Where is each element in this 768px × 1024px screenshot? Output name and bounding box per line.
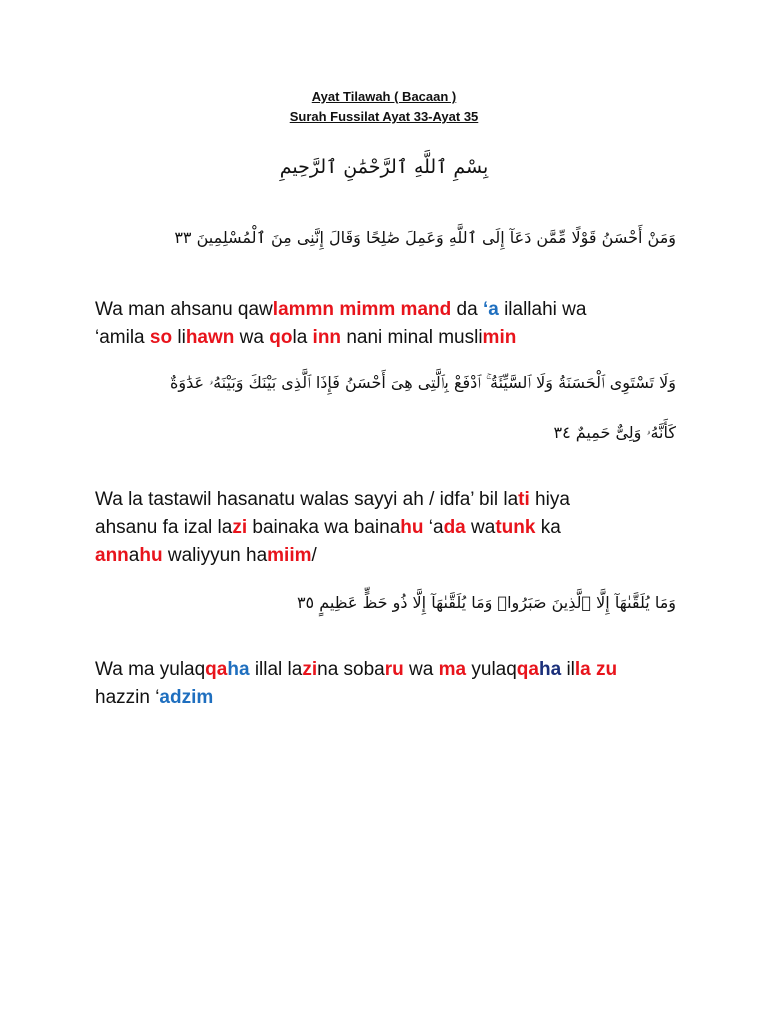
ayah-34-arabic-line-1: وَلَا تَسْتَوِى ٱلْحَسَنَةُ وَلَا ٱلسَّيِّئَةُ ۚ ٱدْفَعْ بِٱلَّتِى هِىَ أَحْسَنُ فَإِذَا ٱلَّذِى بَيْنَكَ وَبَيْنَهُۥ عَدَٰوَةٌ [169, 373, 676, 392]
transliteration-segment: tunk [495, 517, 536, 538]
transliteration-line [95, 656, 685, 684]
transliteration-segment: hu [400, 517, 424, 538]
transliteration-segment: adzim [159, 687, 214, 708]
transliteration-segment: na soba [317, 659, 385, 680]
ayah-34-arabic-line-2: كَأَنَّهُۥ وَلِىٌّ حَمِيمٌ ٣٤ [553, 423, 676, 442]
transliteration-segment: hu [139, 545, 163, 566]
transliteration-segment: la [292, 327, 313, 348]
transliteration-segment: ann [95, 545, 129, 566]
transliteration-segment: zi [302, 659, 318, 680]
transliteration-line [95, 486, 685, 514]
transliteration-segment: da [451, 299, 483, 320]
transliteration-segment: ‘a [423, 517, 444, 538]
ayah-35-transliteration [95, 656, 685, 712]
ayah-33-transliteration [95, 296, 685, 352]
transliteration-segment: ma [438, 659, 467, 680]
transliteration-segment: ka [535, 517, 561, 538]
transliteration-segment: qa [205, 659, 228, 680]
transliteration-segment: a [128, 545, 140, 566]
transliteration-segment: ‘a [482, 299, 499, 320]
transliteration-segment: da [443, 517, 466, 538]
transliteration-segment: ilallahi wa [498, 299, 587, 320]
transliteration-segment: wa [465, 517, 496, 538]
transliteration-segment: wa [234, 327, 270, 348]
ayah-35-arabic: وَمَا يُلَقَّىٰهَآ إِلَّا ٱلَّذِينَ صَبَرُوا۟ وَمَا يُلَقَّىٰهَآ إِلَّا ذُو حَظٍّ عَظِيمٍ ٣٥ [296, 593, 676, 612]
transliteration-segment: li [172, 327, 186, 348]
transliteration-segment: il [561, 659, 575, 680]
transliteration-line [95, 684, 685, 712]
transliteration-segment: Wa ma yulaq [95, 659, 206, 680]
transliteration-segment: waliyyun ha [162, 545, 268, 566]
transliteration-line [95, 514, 685, 542]
transliteration-segment: hiya [529, 489, 570, 510]
transliteration-segment: yulaq [466, 659, 517, 680]
document-subtitle: Surah Fussilat Ayat 33-Ayat 35 [289, 109, 479, 124]
transliteration-line [95, 542, 685, 570]
transliteration-segment: ru [384, 659, 404, 680]
transliteration-segment: hawn [185, 327, 235, 348]
transliteration-line [95, 296, 685, 324]
document-title: Ayat Tilawah ( Bacaan ) [311, 89, 457, 104]
transliteration-segment: qo [269, 327, 293, 348]
transliteration-segment: illal la [249, 659, 303, 680]
transliteration-segment: / [311, 545, 317, 566]
transliteration-segment: min [482, 327, 517, 348]
ayah-34-transliteration [95, 486, 685, 570]
ayah-33-arabic: وَمَنْ أَحْسَنُ قَوْلًا مِّمَّن دَعَآ إِلَى ٱللَّهِ وَعَمِلَ صَٰلِحًا وَقَالَ إِنَّنِى مِنَ ٱلْمُسْلِمِينَ ٣٣ [174, 228, 676, 247]
transliteration-segment: qa [516, 659, 539, 680]
transliteration-segment: miim [267, 545, 312, 566]
transliteration-segment: so [149, 327, 173, 348]
transliteration-segment: ahsanu fa izal la [95, 517, 233, 538]
transliteration-segment: ‘amila [95, 327, 150, 348]
transliteration-segment: inn [312, 327, 342, 348]
transliteration-segment: wa [403, 659, 439, 680]
transliteration-segment: ti [518, 489, 530, 510]
transliteration-line [95, 324, 685, 352]
transliteration-segment: lammn mimm mand [272, 299, 452, 320]
transliteration-segment: nani minal musli [341, 327, 483, 348]
transliteration-segment: Wa man ahsanu qaw [95, 299, 273, 320]
transliteration-segment: la zu [574, 659, 618, 680]
transliteration-segment: Wa la tastawil hasanatu walas sayyi ah / idfa’ bil la [95, 489, 519, 510]
transliteration-segment: bainaka wa baina [247, 517, 401, 538]
transliteration-segment: ha [227, 659, 250, 680]
transliteration-segment: ha [538, 659, 562, 680]
bismillah-arabic: بِسْمِ ٱللَّهِ ٱلرَّحْمَٰنِ ٱلرَّحِيمِ [279, 156, 489, 178]
transliteration-segment: zi [232, 517, 248, 538]
transliteration-segment: hazzin ‘ [95, 687, 160, 708]
